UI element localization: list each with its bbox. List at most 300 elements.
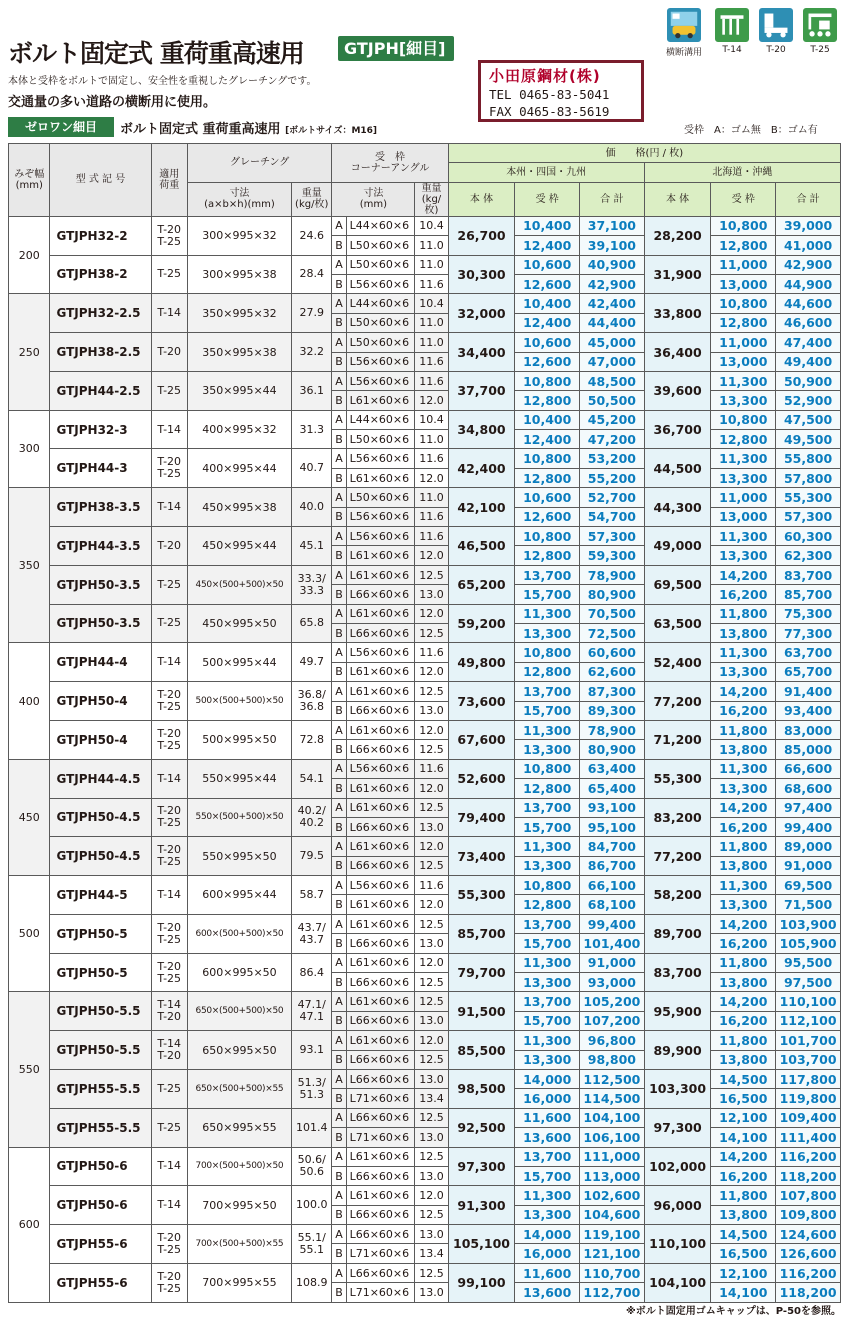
frame-b-price-honshu: 12,400 (515, 430, 580, 449)
header-frame: 受 枠 コーナーアングル (332, 144, 448, 183)
frame-a-price-hokkaido: 11,800 (711, 953, 776, 972)
grating-weight: 54.1 (292, 759, 332, 798)
body-price-hokkaido: 97,300 (644, 1108, 711, 1147)
applicable-load: T-20 T-25 (151, 953, 187, 992)
applicable-load: T-20 T-25 (151, 216, 187, 255)
frame-b-weight: 12.0 (415, 895, 448, 914)
grating-weight: 40.7 (292, 449, 332, 488)
table-row (9, 1147, 841, 1166)
frame-a-price-hokkaido: 11,000 (711, 333, 776, 352)
frame-b-dimensions: L61×60×6 (346, 662, 415, 681)
grating-weight: 55.1/ 55.1 (292, 1225, 332, 1264)
applicable-load: T-14 T-20 (151, 1031, 187, 1070)
frame-type-a: A (332, 1263, 346, 1282)
frame-a-price-honshu: 11,300 (515, 953, 580, 972)
frame-a-price-hokkaido: 11,300 (711, 643, 776, 662)
total-b-honshu: 113,000 (580, 1166, 645, 1185)
frame-b-price-hokkaido: 13,800 (711, 856, 776, 875)
frame-a-dimensions: L61×60×6 (346, 604, 415, 623)
frame-a-price-honshu: 10,800 (515, 527, 580, 546)
body-price-honshu: 98,500 (448, 1069, 515, 1108)
total-a-hokkaido: 47,500 (776, 410, 841, 429)
total-a-honshu: 66,100 (580, 876, 645, 895)
body-price-honshu: 97,300 (448, 1147, 515, 1186)
total-b-honshu: 47,000 (580, 352, 645, 371)
frame-b-dimensions: L66×60×6 (346, 623, 415, 642)
total-b-hokkaido: 105,900 (776, 934, 841, 953)
body-price-honshu: 26,700 (448, 216, 515, 255)
frame-a-dimensions: L61×60×6 (346, 682, 415, 701)
frame-type-b: B (332, 1166, 346, 1185)
total-a-hokkaido: 75,300 (776, 604, 841, 623)
frame-type-a: A (332, 449, 346, 468)
body-price-hokkaido: 49,000 (644, 527, 711, 566)
applicable-load: T-25 (151, 1108, 187, 1147)
company-name: 小田原鋼材(株) (489, 67, 601, 85)
body-price-hokkaido: 110,100 (644, 1225, 711, 1264)
total-a-hokkaido: 63,700 (776, 643, 841, 662)
total-a-honshu: 96,800 (580, 1031, 645, 1050)
header-model: 型 式 記 号 (50, 144, 151, 217)
frame-a-weight: 12.5 (415, 1108, 448, 1127)
frame-a-price-hokkaido: 14,200 (711, 914, 776, 933)
frame-type-b: B (332, 1128, 346, 1147)
frame-b-weight: 13.0 (415, 1166, 448, 1185)
total-a-honshu: 63,400 (580, 759, 645, 778)
body-price-honshu: 55,300 (448, 876, 515, 915)
product-usage: 交通量の多い道路の横断用に使用。 (8, 95, 217, 110)
model-code: GTJPH50-3.5 (50, 565, 151, 604)
icon-label-t25: T-25 (810, 45, 830, 55)
frame-a-price-honshu: 10,800 (515, 449, 580, 468)
frame-b-dimensions: L61×60×6 (346, 468, 415, 487)
total-a-hokkaido: 95,500 (776, 953, 841, 972)
table-row (9, 449, 841, 468)
frame-b-price-hokkaido: 13,800 (711, 1205, 776, 1224)
frame-b-price-honshu: 12,400 (515, 313, 580, 332)
total-a-hokkaido: 60,300 (776, 527, 841, 546)
body-price-hokkaido: 89,700 (644, 914, 711, 953)
frame-a-price-hokkaido: 11,300 (711, 527, 776, 546)
frame-a-weight: 11.0 (415, 488, 448, 507)
frame-type-a: A (332, 604, 346, 623)
total-b-honshu: 54,700 (580, 507, 645, 526)
header-frame-dim: 寸法 (mm) (332, 182, 415, 216)
total-a-honshu: 87,300 (580, 682, 645, 701)
applicable-load: T-20 T-25 (151, 837, 187, 876)
frame-b-price-honshu: 13,300 (515, 1050, 580, 1069)
model-code: GTJPH50-5.5 (50, 1031, 151, 1070)
frame-a-price-hokkaido: 14,200 (711, 565, 776, 584)
frame-b-weight: 13.4 (415, 1089, 448, 1108)
header-total-1: 合 計 (580, 182, 645, 216)
frame-type-a: A (332, 410, 346, 429)
frame-a-dimensions: L56×60×6 (346, 371, 415, 390)
model-code: GTJPH55-6 (50, 1263, 151, 1302)
channel-width: 600 (9, 1147, 50, 1302)
model-code: GTJPH50-5.5 (50, 992, 151, 1031)
total-b-honshu: 104,600 (580, 1205, 645, 1224)
frame-a-price-honshu: 10,400 (515, 216, 580, 235)
frame-b-weight: 11.6 (415, 352, 448, 371)
header-price: 価 格(円 / 枚) (448, 144, 840, 163)
total-b-hokkaido: 68,600 (776, 779, 841, 798)
frame-b-weight: 13.0 (415, 585, 448, 604)
body-price-hokkaido: 71,200 (644, 720, 711, 759)
frame-b-weight: 12.0 (415, 391, 448, 410)
frame-a-dimensions: L50×60×6 (346, 255, 415, 274)
frame-a-price-honshu: 13,700 (515, 1147, 580, 1166)
frame-a-dimensions: L61×60×6 (346, 914, 415, 933)
frame-b-price-honshu: 12,800 (515, 779, 580, 798)
header-load: 適用 荷重 (151, 144, 187, 217)
body-price-hokkaido: 95,900 (644, 992, 711, 1031)
body-price-honshu: 92,500 (448, 1108, 515, 1147)
frame-type-a: A (332, 333, 346, 352)
frame-b-price-honshu: 13,600 (515, 1128, 580, 1147)
grating-weight: 72.8 (292, 720, 332, 759)
applicable-load: T-20 T-25 (151, 1263, 187, 1302)
grating-weight: 51.3/ 51.3 (292, 1069, 332, 1108)
frame-b-price-honshu: 13,600 (515, 1283, 580, 1302)
frame-type-a: A (332, 837, 346, 856)
frame-a-price-honshu: 11,300 (515, 604, 580, 623)
frame-b-price-honshu: 13,300 (515, 856, 580, 875)
frame-type-b: B (332, 1089, 346, 1108)
frame-a-weight: 12.5 (415, 565, 448, 584)
frame-a-price-honshu: 13,700 (515, 682, 580, 701)
table-row (9, 1225, 841, 1244)
total-a-honshu: 48,500 (580, 371, 645, 390)
table-row (9, 604, 841, 623)
frame-type-b: B (332, 973, 346, 992)
model-code: GTJPH32-2.5 (50, 294, 151, 333)
body-price-honshu: 34,400 (448, 333, 515, 372)
total-a-hokkaido: 66,600 (776, 759, 841, 778)
table-row (9, 294, 841, 313)
frame-a-dimensions: L44×60×6 (346, 410, 415, 429)
body-price-hokkaido: 55,300 (644, 759, 711, 798)
frame-b-dimensions: L66×60×6 (346, 1205, 415, 1224)
model-code: GTJPH50-4.5 (50, 837, 151, 876)
frame-b-price-hokkaido: 16,200 (711, 934, 776, 953)
frame-b-dimensions: L66×60×6 (346, 817, 415, 836)
load-icons (661, 8, 845, 64)
applicable-load: T-14 (151, 294, 187, 333)
frame-a-price-honshu: 10,800 (515, 759, 580, 778)
table-row (9, 255, 841, 274)
frame-b-price-honshu: 15,700 (515, 585, 580, 604)
frame-a-weight: 11.6 (415, 527, 448, 546)
frame-b-dimensions: L50×60×6 (346, 236, 415, 255)
total-a-honshu: 40,900 (580, 255, 645, 274)
t25-icon (803, 8, 837, 42)
total-a-hokkaido: 116,200 (776, 1147, 841, 1166)
body-price-hokkaido: 69,500 (644, 565, 711, 604)
grating-weight: 45.1 (292, 527, 332, 566)
frame-type-a: A (332, 1031, 346, 1050)
total-b-hokkaido: 41,000 (776, 236, 841, 255)
model-code: GTJPH50-5 (50, 914, 151, 953)
frame-a-price-hokkaido: 12,100 (711, 1263, 776, 1282)
model-code: GTJPH50-6 (50, 1186, 151, 1225)
frame-a-price-honshu: 10,600 (515, 488, 580, 507)
frame-a-price-hokkaido: 14,200 (711, 798, 776, 817)
total-a-hokkaido: 47,400 (776, 333, 841, 352)
frame-b-price-honshu: 15,700 (515, 817, 580, 836)
body-price-hokkaido: 39,600 (644, 371, 711, 410)
frame-type-a: A (332, 255, 346, 274)
body-price-hokkaido: 31,900 (644, 255, 711, 294)
frame-a-weight: 12.5 (415, 914, 448, 933)
grating-dimensions: 400×995×44 (187, 449, 291, 488)
frame-type-a: A (332, 216, 346, 235)
frame-type-b: B (332, 1283, 346, 1302)
frame-a-price-honshu: 13,700 (515, 914, 580, 933)
grating-weight: 49.7 (292, 643, 332, 682)
receiver-legend: 受枠 A：ゴム無 B：ゴム有 (684, 125, 818, 136)
model-code: GTJPH55-5.5 (50, 1108, 151, 1147)
table-row (9, 565, 841, 584)
total-a-honshu: 104,100 (580, 1108, 645, 1127)
table-row (9, 720, 841, 739)
frame-type-a: A (332, 914, 346, 933)
grating-dimensions: 450×995×38 (187, 488, 291, 527)
frame-a-weight: 12.5 (415, 1263, 448, 1282)
frame-a-dimensions: L66×60×6 (346, 1069, 415, 1088)
header-grating: グレーチング (187, 144, 332, 183)
total-a-honshu: 45,000 (580, 333, 645, 352)
frame-b-weight: 11.6 (415, 274, 448, 293)
grating-dimensions: 300×995×32 (187, 216, 291, 255)
frame-b-dimensions: L61×60×6 (346, 546, 415, 565)
frame-b-price-hokkaido: 13,800 (711, 1050, 776, 1069)
frame-a-price-hokkaido: 11,300 (711, 449, 776, 468)
page-title: ボルト固定式 重荷重高速用 (8, 39, 304, 68)
frame-a-weight: 11.0 (415, 255, 448, 274)
frame-b-weight: 12.0 (415, 546, 448, 565)
frame-a-price-honshu: 11,300 (515, 837, 580, 856)
frame-b-price-honshu: 15,700 (515, 1166, 580, 1185)
frame-b-price-hokkaido: 16,500 (711, 1244, 776, 1263)
frame-a-weight: 12.0 (415, 837, 448, 856)
body-price-honshu: 67,600 (448, 720, 515, 759)
frame-b-dimensions: L71×60×6 (346, 1283, 415, 1302)
total-a-hokkaido: 107,800 (776, 1186, 841, 1205)
frame-b-price-hokkaido: 13,300 (711, 391, 776, 410)
total-a-honshu: 52,700 (580, 488, 645, 507)
frame-a-dimensions: L56×60×6 (346, 876, 415, 895)
total-b-hokkaido: 112,100 (776, 1011, 841, 1030)
body-price-honshu: 46,500 (448, 527, 515, 566)
t14-icon (715, 8, 749, 42)
zero-one-label: ゼロワン細目 (8, 117, 114, 137)
body-price-honshu: 37,700 (448, 371, 515, 410)
frame-type-a: A (332, 643, 346, 662)
body-price-honshu: 99,100 (448, 1263, 515, 1302)
frame-type-b: B (332, 662, 346, 681)
body-price-hokkaido: 83,200 (644, 798, 711, 837)
total-a-hokkaido: 89,000 (776, 837, 841, 856)
applicable-load: T-20 (151, 527, 187, 566)
total-b-honshu: 44,400 (580, 313, 645, 332)
frame-a-price-hokkaido: 10,800 (711, 294, 776, 313)
frame-a-weight: 12.5 (415, 992, 448, 1011)
channel-width: 450 (9, 759, 50, 875)
grating-dimensions: 350×995×44 (187, 371, 291, 410)
frame-b-price-honshu: 16,000 (515, 1089, 580, 1108)
footnote: ※ボルト固定用ゴムキャップは、P-50を参照。 (626, 1306, 841, 1317)
company-fax: FAX 0465-83-5619 (489, 104, 610, 119)
grating-weight: 28.4 (292, 255, 332, 294)
total-b-honshu: 112,700 (580, 1283, 645, 1302)
header-frame-weight: 重量 (kg/枚) (415, 182, 448, 216)
frame-b-price-honshu: 15,700 (515, 1011, 580, 1030)
frame-a-price-hokkaido: 11,800 (711, 604, 776, 623)
product-description: 本体と受枠をボルトで固定し、安全性を重視したグレーチングです。 (8, 76, 317, 87)
frame-b-price-hokkaido: 13,000 (711, 507, 776, 526)
header-body-2: 本 体 (644, 182, 711, 216)
total-b-hokkaido: 85,000 (776, 740, 841, 759)
total-b-honshu: 86,700 (580, 856, 645, 875)
frame-type-b: B (332, 546, 346, 565)
frame-type-b: B (332, 313, 346, 332)
frame-a-dimensions: L61×60×6 (346, 1031, 415, 1050)
table-row (9, 333, 841, 352)
grating-dimensions: 650×995×50 (187, 1031, 291, 1070)
frame-type-b: B (332, 740, 346, 759)
body-price-hokkaido: 58,200 (644, 876, 711, 915)
total-a-hokkaido: 44,600 (776, 294, 841, 313)
total-a-honshu: 110,700 (580, 1263, 645, 1282)
total-a-honshu: 91,000 (580, 953, 645, 972)
total-b-hokkaido: 44,900 (776, 274, 841, 293)
frame-b-price-hokkaido: 13,800 (711, 973, 776, 992)
table-row (9, 1108, 841, 1127)
grating-weight: 31.3 (292, 410, 332, 449)
applicable-load: T-20 T-25 (151, 1225, 187, 1264)
model-code: GTJPH50-4.5 (50, 798, 151, 837)
frame-a-dimensions: L56×60×6 (346, 449, 415, 468)
frame-a-price-hokkaido: 11,000 (711, 488, 776, 507)
frame-b-weight: 12.5 (415, 973, 448, 992)
total-b-honshu: 62,600 (580, 662, 645, 681)
frame-b-weight: 12.5 (415, 1050, 448, 1069)
frame-type-b: B (332, 895, 346, 914)
table-row (9, 527, 841, 546)
grating-dimensions: 500×(500+500)×50 (187, 682, 291, 721)
table-row (9, 371, 841, 390)
grating-weight: 58.7 (292, 876, 332, 915)
frame-a-price-honshu: 10,400 (515, 410, 580, 429)
body-price-hokkaido: 52,400 (644, 643, 711, 682)
frame-type-b: B (332, 623, 346, 642)
frame-a-price-honshu: 10,600 (515, 333, 580, 352)
frame-a-dimensions: L61×60×6 (346, 992, 415, 1011)
frame-a-weight: 11.6 (415, 759, 448, 778)
frame-a-price-hokkaido: 11,300 (711, 371, 776, 390)
frame-a-weight: 13.0 (415, 1069, 448, 1088)
total-b-honshu: 89,300 (580, 701, 645, 720)
total-a-honshu: 84,700 (580, 837, 645, 856)
frame-type-a: A (332, 759, 346, 778)
section-title (120, 118, 377, 137)
channel-width: 350 (9, 488, 50, 643)
table-row (9, 798, 841, 817)
frame-a-price-honshu: 11,300 (515, 1031, 580, 1050)
frame-a-dimensions: L50×60×6 (346, 333, 415, 352)
frame-b-dimensions: L50×60×6 (346, 430, 415, 449)
frame-a-price-honshu: 11,600 (515, 1108, 580, 1127)
frame-a-weight: 12.0 (415, 953, 448, 972)
body-price-hokkaido: 44,300 (644, 488, 711, 527)
total-b-honshu: 39,100 (580, 236, 645, 255)
frame-a-price-honshu: 10,600 (515, 255, 580, 274)
frame-type-a: A (332, 488, 346, 507)
total-a-honshu: 102,600 (580, 1186, 645, 1205)
total-b-honshu: 93,000 (580, 973, 645, 992)
frame-b-price-hokkaido: 16,200 (711, 817, 776, 836)
grating-dimensions: 350×995×38 (187, 333, 291, 372)
header-width: みぞ幅 (mm) (9, 144, 50, 217)
frame-b-weight: 13.0 (415, 1011, 448, 1030)
icon-label-t14: T-14 (722, 45, 742, 55)
frame-a-dimensions: L61×60×6 (346, 953, 415, 972)
frame-a-dimensions: L44×60×6 (346, 294, 415, 313)
frame-b-price-hokkaido: 14,100 (711, 1283, 776, 1302)
frame-type-b: B (332, 391, 346, 410)
model-code: GTJPH50-4 (50, 682, 151, 721)
frame-a-price-hokkaido: 11,800 (711, 837, 776, 856)
total-a-honshu: 78,900 (580, 720, 645, 739)
header-body-1: 本 体 (448, 182, 515, 216)
body-price-honshu: 91,300 (448, 1186, 515, 1225)
total-a-honshu: 70,500 (580, 604, 645, 623)
frame-a-price-hokkaido: 11,800 (711, 1186, 776, 1205)
grating-dimensions: 600×995×44 (187, 876, 291, 915)
frame-b-price-honshu: 13,300 (515, 740, 580, 759)
model-code: GTJPH44-4.5 (50, 759, 151, 798)
frame-b-price-hokkaido: 12,800 (711, 430, 776, 449)
frame-a-weight: 11.6 (415, 371, 448, 390)
body-price-hokkaido: 44,500 (644, 449, 711, 488)
frame-b-price-hokkaido: 12,800 (711, 236, 776, 255)
total-a-honshu: 111,000 (580, 1147, 645, 1166)
frame-b-price-honshu: 16,000 (515, 1244, 580, 1263)
grating-dimensions: 600×(500+500)×50 (187, 914, 291, 953)
total-a-hokkaido: 83,000 (776, 720, 841, 739)
frame-b-price-honshu: 12,600 (515, 352, 580, 371)
frame-a-dimensions: L61×60×6 (346, 565, 415, 584)
frame-b-price-hokkaido: 13,000 (711, 352, 776, 371)
frame-a-price-honshu: 13,700 (515, 992, 580, 1011)
table-header (9, 144, 841, 217)
table-body (9, 216, 841, 1302)
frame-type-b: B (332, 856, 346, 875)
total-b-honshu: 101,400 (580, 934, 645, 953)
frame-type-a: A (332, 682, 346, 701)
frame-b-dimensions: L50×60×6 (346, 313, 415, 332)
crossing-icon (667, 8, 701, 42)
grating-dimensions: 450×995×44 (187, 527, 291, 566)
frame-b-price-hokkaido: 12,800 (711, 313, 776, 332)
total-b-honshu: 42,900 (580, 274, 645, 293)
body-price-hokkaido: 33,800 (644, 294, 711, 333)
frame-a-weight: 12.0 (415, 604, 448, 623)
grating-weight: 79.5 (292, 837, 332, 876)
frame-b-price-hokkaido: 16,200 (711, 1166, 776, 1185)
frame-type-b: B (332, 817, 346, 836)
